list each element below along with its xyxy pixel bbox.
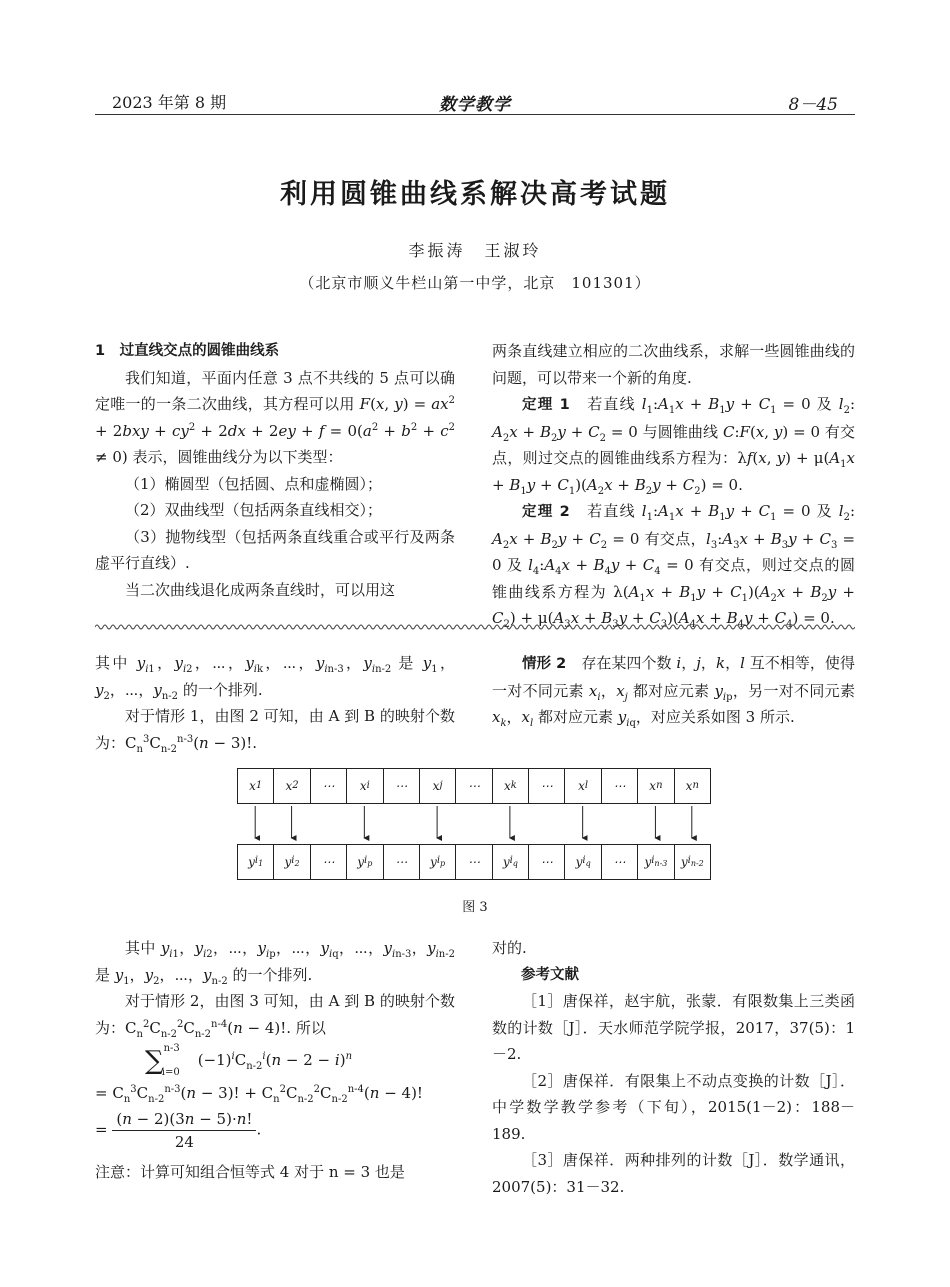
figure-cell: x i <box>346 768 383 804</box>
figure-cell: y $i_2$ <box>273 844 310 880</box>
type-item-1: （1）椭圆型（包括圆、点和虚椭圆）； <box>125 474 383 493</box>
formula-line-2: = $C_n^3C_{n-2}^{n-3}(n - 3)$! + $C_n^2C_{n-2}^2C_{n-2}^{n-4}(n - 4)$! <box>95 1084 423 1105</box>
so-text: 所以 <box>295 1018 326 1037</box>
header-rule <box>95 114 855 115</box>
references-heading: 参考文献 <box>521 966 579 983</box>
figure-cell: y $i_p$ <box>419 844 456 880</box>
intro-paragraph: 我们知道，平面内任意 3 点不共线的 5 点可以确定唯一的一条二次曲线，其方程可以用 F(x, $y) = ax^2 + 2bxy + cy^2 + 2dx + 2ey + f = 0(a^2 + b^2 + c^2 \ne 0)$ 表示，圆锥曲线分为以下类型： <box>95 368 456 466</box>
case2-permutation: 其中 $y_{i1}$，$y_{i2}$，⋯，$y_{ip}$，⋯，$y_{iq}$，⋯，$y_{in-3}$，$y_{in-2}$ 是 $y_1$，$y_2$，⋯，$y_{n-2}$ 的一个排列. <box>95 939 455 987</box>
reference-2: ［2］唐保祥．有限集上不动点变换的计数［J］．中学数学教学参考（下旬），2015(1－2)：188－189. <box>492 1071 855 1143</box>
perm-suffix: 的一个排列. <box>182 680 263 699</box>
reference-3: ［3］唐保祥．两种排列的计数［J］．数学通讯，2007(5)：31－32. <box>492 1151 855 1196</box>
reference-1: ［1］唐保祥，赵宇航，张蒙．有限数集上三类函数的计数［J］．天水师范学院学报，2017，37(5)：1－2. <box>492 992 855 1063</box>
theorem-1-label: 定理 1 <box>522 397 570 413</box>
type-item-2: （2）双曲线型（包括两条直线相交）； <box>125 501 383 519</box>
left-column-top <box>95 338 455 603</box>
wavy-separator <box>95 620 855 634</box>
figure-cell: y $i_q$ <box>492 844 529 880</box>
left-column-bottom <box>95 935 455 1186</box>
figure-cell: ⋯ <box>528 768 565 804</box>
sum-formula: $\sum^{n-3}_{i=0}(-1)^iC_{n-2}^i(n - 2 - i)^n$ <box>145 1043 353 1078</box>
figure-caption: 图 3 <box>462 900 488 915</box>
figure-cell: x j <box>419 768 456 804</box>
figure-cell: x n <box>637 768 674 804</box>
intro-text: 我们知道，平面内任意 3 点不共线的 5 点可以确定唯一的一条二次曲线，其方程可以用 <box>95 368 455 413</box>
figure-cell: ⋯ <box>455 768 492 804</box>
right-column-bottom <box>492 935 855 1200</box>
figure-3 <box>237 768 710 878</box>
figure-cell: y $i_1$ <box>237 844 274 880</box>
figure-cell: x 2 <box>273 768 310 804</box>
right-column-mid <box>492 650 855 731</box>
figure-arrows <box>237 804 710 844</box>
right-column-top <box>492 338 855 632</box>
figure-cell: x k <box>492 768 529 804</box>
figure-cell: ⋯ <box>310 768 347 804</box>
case1-count: 对于情形 1，由图 2 可知，由 A 到 B 的映射个数为：$C_n^3C_{n-2}^{n-3}(n - 3)$!. <box>95 707 455 755</box>
continuation-text: 两条直线建立相应的二次曲线系，求解一些圆锥曲线的问题，可以带来一个新的角度. <box>492 342 855 387</box>
figure-cell: x 1 <box>237 768 274 804</box>
figure-cell: y $i_q$ <box>564 844 601 880</box>
figure-cell: ⋯ <box>383 768 420 804</box>
case2-count-text: 对于情形 2，由图 3 可知，由 A 到 B 的映射个数为： <box>95 992 455 1037</box>
note-continuation: 对的. <box>492 939 527 957</box>
figure-cell: y $i_p$ <box>346 844 383 880</box>
figure-cell: y $i_{n-2}$ <box>674 844 711 880</box>
figure-cell: ⋯ <box>455 844 492 880</box>
figure-cell: ⋯ <box>528 844 565 880</box>
issue-label: 2023 年第 8 期 <box>112 93 227 112</box>
paper-title: 利用圆锥曲线系解决高考试题 <box>280 179 670 210</box>
theorem-1: 定理 1 若直线 $l_1:A_1x + B_1y + C_1 = 0$ 及 $l_2$: $A_2x + B_2y + C_2 = 0$ 与圆锥曲线 C:F(x, y) = 0 有交点，则过交点的圆锥曲线系方程为：λf(x, $y) + \mu(A_1x + B_1y + C_1)(A_2x + B_2y + C_2) = 0$. <box>492 395 856 497</box>
figure-cell: ⋯ <box>310 844 347 880</box>
case2-label: 情形 2 <box>522 656 567 672</box>
type-item-3: （3）抛物线型（包括两条直线重合或平行及两条虚平行直线）. <box>95 527 455 572</box>
case2-paragraph: 情形 2 存在某四个数 i，j，k，l 互不相等，使得一对不同元素 $x_i$，$x_j$ 都对应元素 $y_{ip}$，另一对不同元素 $x_k$，$x_l$ 都对应元素 $y_{iq}$，对应关系如图 3 所示. <box>492 654 855 729</box>
case2-count: 对于情形 2，由图 3 可知，由 A 到 B 的映射个数为：$C_n^2C_{n-2}^2C_{n-2}^{n-4}(n - 4)$!. 所以 <box>95 992 455 1040</box>
formula-line-3: = $\frac{(n - 2)(3n - 5)\cdot n!}{24}$ . <box>95 1110 262 1151</box>
degenerate-text: 当二次曲线退化成两条直线时，可以用这 <box>125 580 396 599</box>
journal-name: 数学教学 <box>439 95 511 115</box>
case1-permutation: 其中 $y_{i1}$，$y_{i2}$，⋯，$y_{ik}$，⋯，$y_{in-3}$，$y_{in-2}$ 是 $y_1$，$y_2$，⋯，$y_{n-2}$ 的一个排列. <box>95 654 455 702</box>
theorem-2: 定理 2 若直线 $l_1:A_1x + B_1y + C_1 = 0$ 及 $l_2$: $A_2x + B_2y + C_2 = 0$ 有交点，$l_3:A_3x + B_3y + C_3 = 0$ 及 $l_4:A_4x + B_4y + C_4 = 0$ 有交点，则过交点的圆锥曲线系方程为 $\lambda(A_1x + B_1y + C_1)(A_2x + B_2y + C_2) + \mu(A_3x + B_3y + C_3)(A_4x + B_4y + C_4) = 0$. <box>492 502 856 630</box>
note-text: 注意：计算可知组合恒等式 4 对于 n = 3 也是 <box>95 1163 405 1181</box>
theorem-2-label: 定理 2 <box>522 504 570 520</box>
figure-cell: ⋯ <box>601 768 638 804</box>
authors: 李振涛 王淑玲 <box>408 241 542 260</box>
left-column-mid <box>95 650 455 756</box>
page-number: 8－45 <box>788 95 838 115</box>
case1-text: 对于情形 1，由图 2 可知，由 A 到 B 的映射个数为： <box>95 707 455 752</box>
theorem-1-lead: 若直线 <box>587 395 636 413</box>
intro-text-2: 表示，圆锥曲线分为以下类型： <box>132 448 343 466</box>
figure-cell: ⋯ <box>601 844 638 880</box>
section-heading: 1 过直线交点的圆锥曲线系 <box>95 343 280 359</box>
figure-cell: y $i_{n-3}$ <box>637 844 674 880</box>
affiliation: （北京市顺义牛栏山第一中学，北京 101301） <box>299 274 651 292</box>
figure-cell: x l <box>564 768 601 804</box>
figure-cell: x n <box>674 768 711 804</box>
figure-cell: ⋯ <box>383 844 420 880</box>
